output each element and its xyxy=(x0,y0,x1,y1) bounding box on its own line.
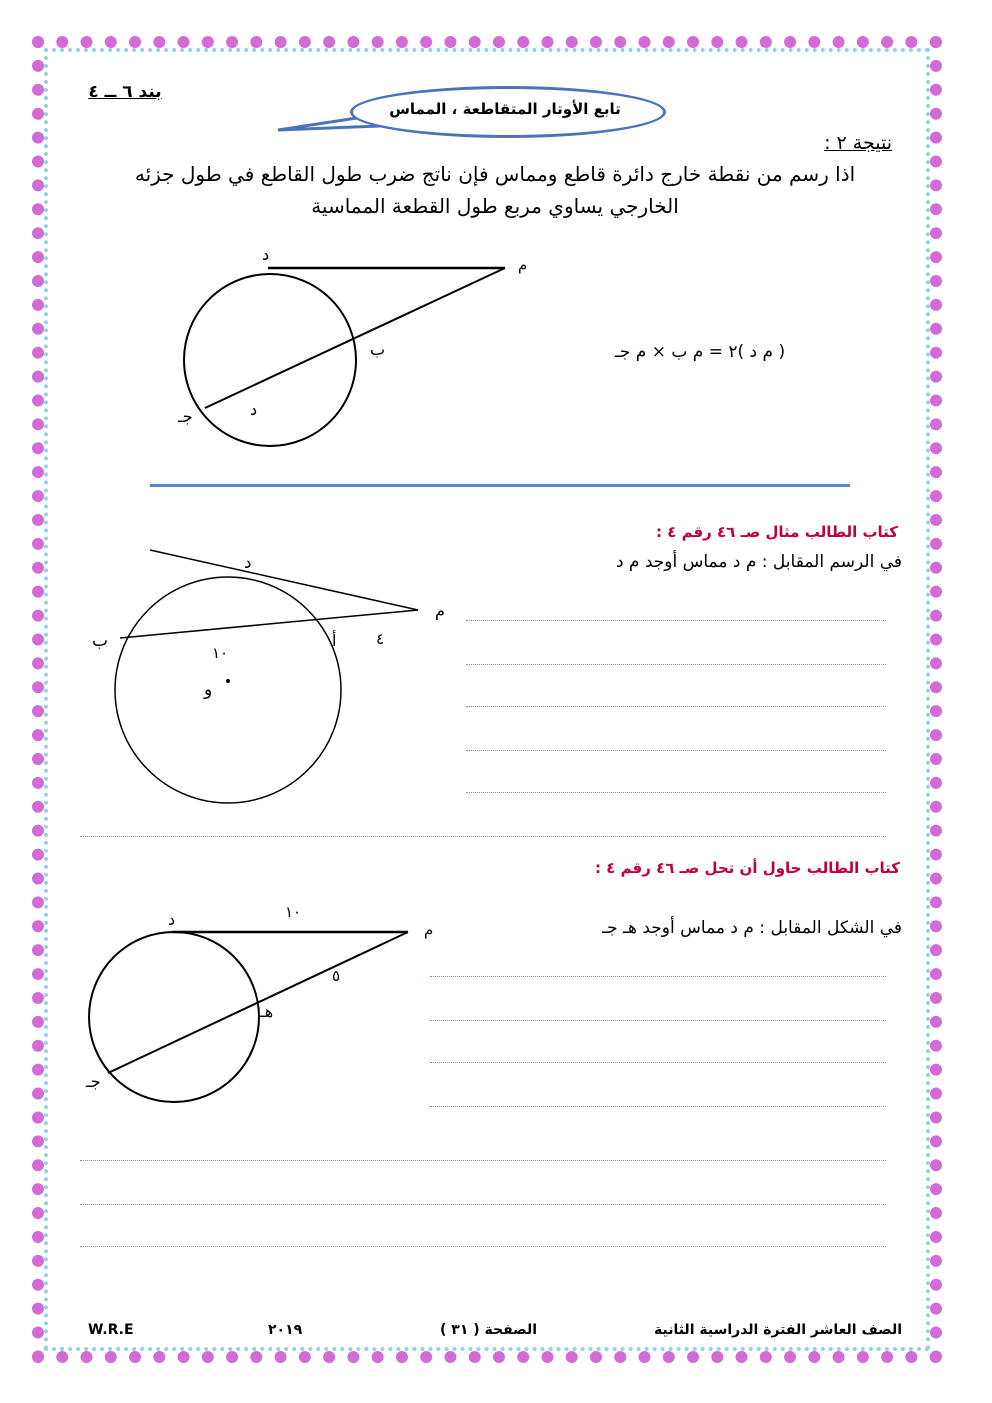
example-circle xyxy=(115,577,341,803)
exercise-circle xyxy=(89,932,259,1102)
exercise-question: في الشكل المقابل : م د مماس أوجد هـ جـ xyxy=(602,918,902,938)
section-number: بند ٦ ــ ٤ xyxy=(88,82,162,102)
label-d-top: د xyxy=(262,245,270,264)
result-label: نتيجة ٢ : xyxy=(824,132,892,154)
answer-line[interactable] xyxy=(466,620,886,621)
answer-line[interactable] xyxy=(466,792,886,793)
label-h: هـ xyxy=(260,1002,274,1021)
answer-line[interactable] xyxy=(430,1106,886,1107)
center-point xyxy=(226,679,230,683)
label-len-4: ٤ xyxy=(376,630,385,648)
label-len-10: ١٠ xyxy=(212,644,229,662)
label-center: و xyxy=(204,680,213,700)
answer-line[interactable] xyxy=(466,706,886,707)
answer-line[interactable] xyxy=(466,664,886,665)
footer-initials: W.R.E xyxy=(88,1322,134,1338)
answer-line[interactable] xyxy=(466,750,886,751)
label-d: د xyxy=(168,910,176,929)
figure-secant-tangent xyxy=(150,240,570,450)
example-secant xyxy=(120,610,418,638)
answer-line[interactable] xyxy=(430,1062,886,1063)
label-m: م xyxy=(435,601,445,620)
label-len-5: ٥ xyxy=(332,967,341,985)
result-line-1: اذا رسم من نقطة خارج دائرة قاطع ومماس فإن ناتج ضرب طول القاطع في طول جزئه xyxy=(134,162,856,186)
example-tangent xyxy=(150,550,418,610)
figure-example xyxy=(80,540,460,830)
result-statement xyxy=(80,158,910,222)
example-question: في الرسم المقابل : م د مماس أوجد م د xyxy=(615,552,902,572)
figure-exercise xyxy=(80,895,460,1120)
footer-year: ٢٠١٩ xyxy=(268,1322,303,1338)
label-j: جـ xyxy=(86,1072,101,1091)
answer-line[interactable] xyxy=(80,836,886,837)
label-d: د xyxy=(244,553,252,573)
label-m: م xyxy=(424,921,434,939)
label-a: أ xyxy=(332,631,337,650)
label-j: جـ xyxy=(178,407,193,426)
label-b: ب xyxy=(92,631,109,651)
result-line-2: الخارجي يساوي مربع طول القطعة المماسية xyxy=(311,194,679,218)
label-len-10: ١٠ xyxy=(285,903,302,921)
example-heading: كتاب الطالب مثال صـ ٤٦ رقم ٤ : xyxy=(655,523,898,541)
answer-line[interactable] xyxy=(80,1160,886,1161)
label-b: ب xyxy=(370,340,386,359)
formula: ( م د )٢ = م ب × م جـ xyxy=(614,342,786,362)
footer-grade: الصف العاشر الفترة الدراسية الثانية xyxy=(654,1322,902,1338)
label-d-inner: د xyxy=(250,400,258,419)
footer-page: الصفحة ( ٣١ ) xyxy=(440,1322,538,1338)
secant-line xyxy=(205,268,505,408)
figure-circle xyxy=(184,274,356,446)
exercise-secant xyxy=(108,932,408,1073)
answer-line[interactable] xyxy=(80,1204,886,1205)
answer-line[interactable] xyxy=(430,976,886,977)
page-title: تابع الأوتار المتقاطعة ، المماس xyxy=(389,100,621,118)
label-m: م xyxy=(518,256,528,274)
answer-line[interactable] xyxy=(430,1020,886,1021)
answer-line[interactable] xyxy=(80,1246,886,1247)
section-divider xyxy=(150,484,850,487)
exercise-heading: كتاب الطالب حاول أن تحل صـ ٤٦ رقم ٤ : xyxy=(595,859,900,877)
